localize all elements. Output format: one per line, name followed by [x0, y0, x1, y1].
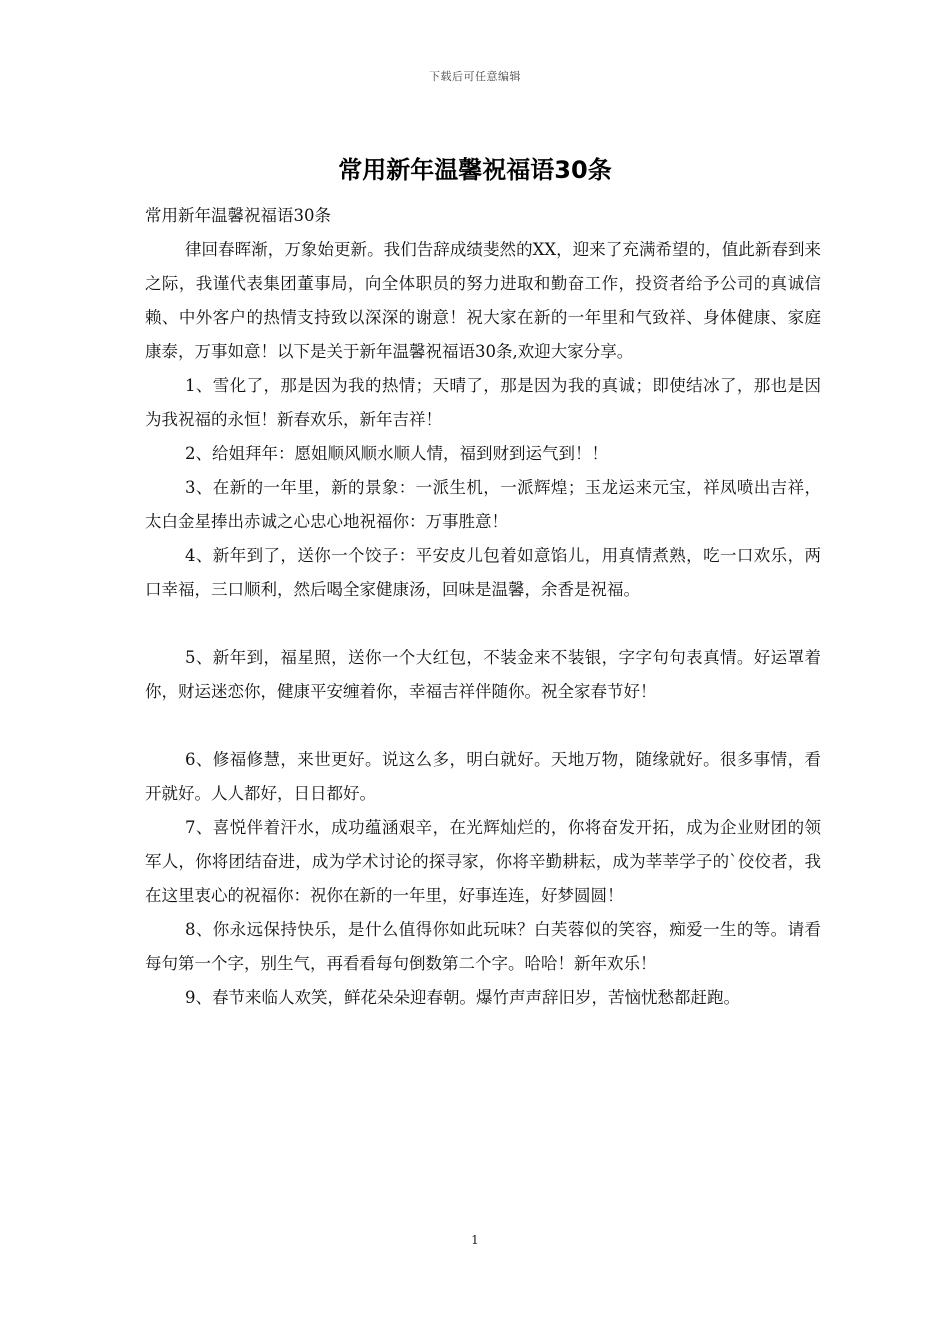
header-note: 下载后可任意编辑	[429, 70, 521, 83]
page-number: 1	[471, 1233, 479, 1247]
blessing-paragraph: 1、雪化了，那是因为我的热情；天晴了，那是因为我的真诚；即使结冰了，那也是因为我祝福的永恒！新春欢乐，新年吉祥！	[145, 376, 821, 429]
document-body	[145, 199, 821, 1015]
blessing-paragraph: 2、给姐拜年：愿姐顺风顺水顺人情，福到财到运气到！！	[185, 444, 608, 463]
subtitle: 常用新年温馨祝福语30条	[145, 206, 331, 225]
blessing-paragraph: 9、春节来临人欢笑，鲜花朵朵迎春朝。爆竹声声辞旧岁，苦恼忧愁都赶跑。	[185, 988, 740, 1007]
paragraph-spacer	[145, 709, 821, 743]
blessing-paragraph: 8、你永远保持快乐，是什么值得你如此玩味？白芙蓉似的笑容，痴爱一生的等。请看每句第一个字，别生气，再看看每句倒数第二个字。哈哈！新年欢乐！	[145, 920, 821, 973]
blessing-paragraph: 4、新年到了，送你一个饺子：平安皮儿包着如意馅儿，用真情煮熟，吃一口欢乐，两口幸福，三口顺利，然后喝全家健康汤，回味是温馨，余香是祝福。	[145, 546, 821, 599]
blessing-paragraph: 5、新年到，福星照，送你一个大红包，不装金来不装银，字字句句表真情。好运罩着你，财运迷恋你，健康平安缠着你，幸福吉祥伴随你。祝全家春节好！	[145, 648, 821, 701]
blessing-paragraph: 3、在新的一年里，新的景象：一派生机，一派辉煌；玉龙运来元宝，祥凤喷出吉祥，太白金星捧出赤诚之心忠心地祝福你：万事胜意！	[145, 478, 821, 531]
intro-paragraph: 律回春晖渐，万象始更新。我们告辞成绩斐然的XX，迎来了充满希望的，值此新春到来之际，我谨代表集团董事局，向全体职员的努力进取和勤奋工作，投资者给予公司的真诚信赖、中外客户的热情支持致以深深的谢意！祝大家在新的一年里和气致祥、身体健康、家庭康泰，万事如意！以下是关于新年温馨祝福语30条,欢迎大家分享。	[145, 240, 821, 361]
blessing-paragraph: 7、喜悦伴着汗水，成功蕴涵艰辛，在光辉灿烂的，你将奋发开拓，成为企业财团的领军人，你将团结奋进，成为学术讨论的探寻家，你将辛勤耕耘，成为莘莘学子的`佼佼者，我在这里衷心的祝福你：祝你在新的一年里，好事连连，好梦圆圆！	[145, 818, 821, 905]
paragraph-spacer	[145, 607, 821, 641]
blessing-paragraph: 6、修福修慧，来世更好。说这么多，明白就好。天地万物，随缘就好。很多事情，看开就好。人人都好，日日都好。	[145, 750, 821, 803]
page-title: 常用新年温馨祝福语30条	[338, 156, 612, 184]
